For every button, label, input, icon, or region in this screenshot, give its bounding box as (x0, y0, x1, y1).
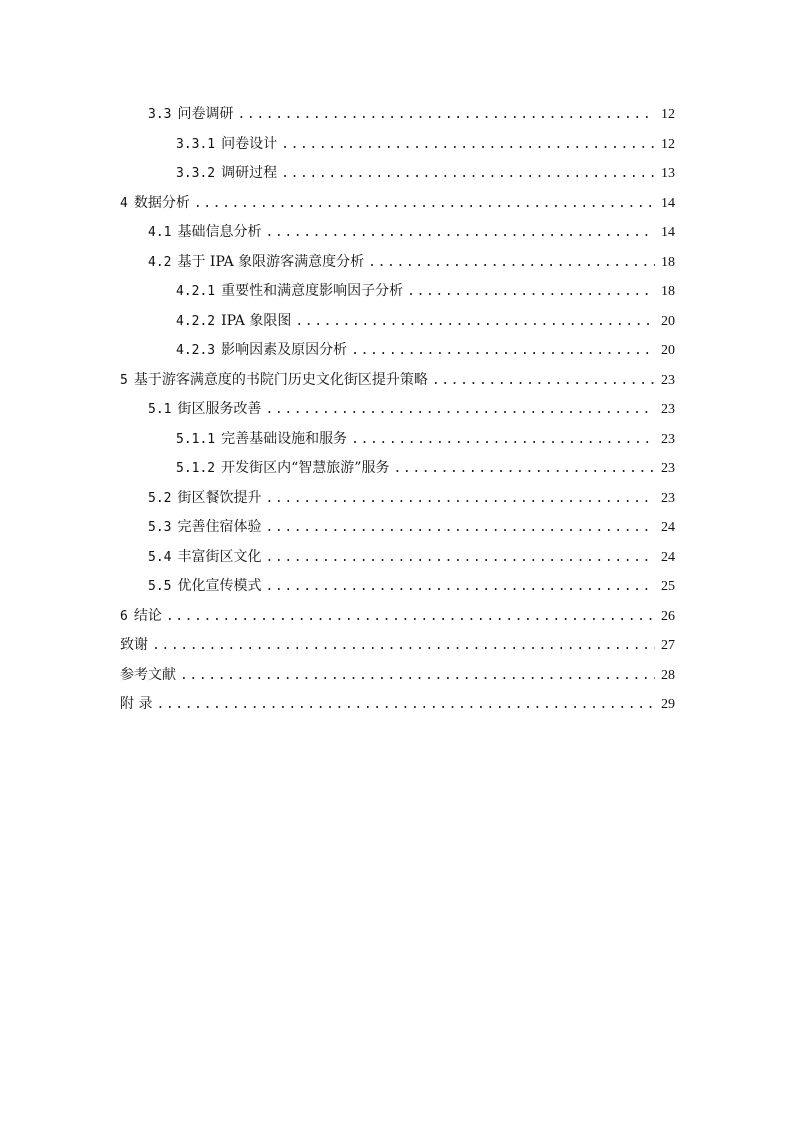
toc-entry[interactable] (120, 130, 675, 160)
toc-entry-page: 14 (661, 195, 675, 211)
toc-dot-leader (265, 218, 655, 248)
toc-entry-page: 29 (661, 697, 675, 712)
toc-entry-page: 24 (661, 520, 675, 535)
toc-dot-leader (281, 130, 655, 160)
toc-dot-leader (265, 543, 655, 573)
toc-dot-leader (237, 100, 655, 130)
toc-entry-number: 5.2 (148, 490, 172, 506)
toc-dot-leader (194, 189, 655, 219)
toc-entry-title: 街区餐饮提升 (177, 489, 262, 506)
toc-entry[interactable] (120, 248, 675, 278)
toc-dot-leader (152, 631, 655, 661)
toc-entry-title: 丰富街区文化 (177, 548, 262, 565)
toc-entry[interactable] (120, 690, 675, 720)
toc-dot-leader (265, 395, 655, 425)
toc-entry-page: 28 (661, 667, 675, 683)
toc-entry-title: 完善住宿体验 (177, 519, 262, 535)
toc-dot-leader (265, 513, 655, 543)
toc-dot-leader (407, 277, 655, 307)
toc-entry-page: 20 (661, 343, 675, 358)
toc-entry-page: 25 (661, 579, 675, 594)
toc-entry[interactable] (120, 661, 675, 691)
toc-entry[interactable] (120, 543, 675, 573)
toc-dot-leader (351, 336, 655, 366)
toc-entry-title: 致谢 (120, 637, 148, 653)
toc-dot-leader (166, 602, 655, 632)
toc-entry-number: 5.5 (148, 579, 172, 594)
toc-entry-title: 基于 IPA 象限游客满意度分析 (177, 253, 365, 270)
toc-entry-title: 结论 (133, 607, 162, 624)
toc-entry-page: 18 (661, 254, 675, 270)
toc-entry-title: 开发街区内“智慧旅游”服务 (221, 460, 390, 476)
toc-entry-title: 调研过程 (221, 165, 278, 181)
toc-entry-title: 基于游客满意度的书院门历史文化街区提升策略 (133, 371, 428, 388)
toc-entry-page: 14 (661, 225, 675, 240)
toc-entry[interactable] (120, 631, 675, 661)
toc-entry[interactable] (120, 572, 675, 602)
toc-dot-leader (432, 366, 655, 396)
toc-entry-title: 问卷调研 (177, 106, 234, 122)
toc-dot-leader (180, 661, 655, 691)
toc-entry-page: 18 (661, 284, 675, 299)
toc-entry[interactable] (120, 366, 675, 396)
toc-entry[interactable] (120, 159, 675, 189)
toc-dot-leader (351, 425, 655, 455)
toc-entry-page: 23 (661, 372, 675, 388)
toc-entry-title: 附 录 (120, 696, 153, 712)
toc-entry-number: 6 (120, 608, 128, 624)
toc-entry-title: 数据分析 (133, 194, 190, 211)
toc-entry-page: 20 (661, 313, 675, 329)
toc-entry-page: 23 (661, 461, 675, 476)
toc-entry-number: 4.2.1 (176, 284, 216, 299)
toc-entry-title: 完善基础设施和服务 (221, 430, 348, 447)
toc-entry[interactable] (120, 189, 675, 219)
toc-entry-title: 街区服务改善 (177, 401, 262, 417)
toc-entry-number: 5.3 (148, 520, 172, 535)
toc-entry-number: 4 (120, 195, 128, 211)
toc-dot-leader (265, 572, 655, 602)
toc-entry-number: 5 (120, 372, 128, 388)
toc-entry-page: 23 (661, 490, 675, 506)
toc-entry-number: 4.1 (148, 225, 172, 240)
toc-entry[interactable] (120, 218, 675, 248)
toc-dot-leader (265, 484, 655, 514)
toc-entry-title: IPA 象限图 (221, 312, 292, 329)
toc-entry-page: 13 (661, 166, 675, 181)
toc-entry[interactable] (120, 395, 675, 425)
toc-entry[interactable] (120, 277, 675, 307)
table-of-contents (120, 100, 675, 720)
toc-entry-page: 23 (661, 431, 675, 447)
toc-entry-title: 影响因素及原因分析 (221, 342, 348, 358)
toc-entry-number: 4.2.3 (176, 343, 216, 358)
toc-entry[interactable] (120, 425, 675, 455)
toc-entry[interactable] (120, 100, 675, 130)
toc-entry-page: 23 (661, 402, 675, 417)
toc-entry-number: 5.1.1 (176, 431, 216, 447)
toc-entry-title: 基础信息分析 (177, 224, 262, 240)
toc-entry-number: 5.4 (148, 549, 172, 565)
toc-entry-page: 27 (661, 638, 675, 653)
toc-entry-title: 参考文献 (120, 666, 176, 683)
toc-entry[interactable] (120, 336, 675, 366)
toc-entry-title: 问卷设计 (221, 135, 278, 152)
toc-entry-number: 3.3.1 (176, 136, 216, 152)
toc-entry-number: 3.3 (148, 107, 172, 122)
toc-dot-leader (368, 248, 655, 278)
toc-entry-number: 4.2.2 (176, 313, 216, 329)
toc-entry-number: 5.1 (148, 402, 172, 417)
toc-dot-leader (281, 159, 655, 189)
toc-dot-leader (295, 307, 655, 337)
toc-entry-number: 3.3.2 (176, 166, 216, 181)
toc-entry[interactable] (120, 307, 675, 337)
toc-entry[interactable] (120, 454, 675, 484)
toc-entry-page: 12 (661, 136, 675, 152)
toc-entry-number: 4.2 (148, 254, 172, 270)
toc-entry[interactable] (120, 484, 675, 514)
toc-entry[interactable] (120, 602, 675, 632)
toc-entry-page: 12 (661, 107, 675, 122)
toc-entry-number: 5.1.2 (176, 461, 216, 476)
toc-dot-leader (393, 454, 655, 484)
toc-entry-page: 26 (661, 608, 675, 624)
toc-entry-title: 重要性和满意度影响因子分析 (221, 283, 404, 299)
toc-entry[interactable] (120, 513, 675, 543)
toc-entry-title: 优化宣传模式 (177, 578, 262, 594)
toc-dot-leader (156, 690, 655, 720)
toc-entry-page: 24 (661, 549, 675, 565)
